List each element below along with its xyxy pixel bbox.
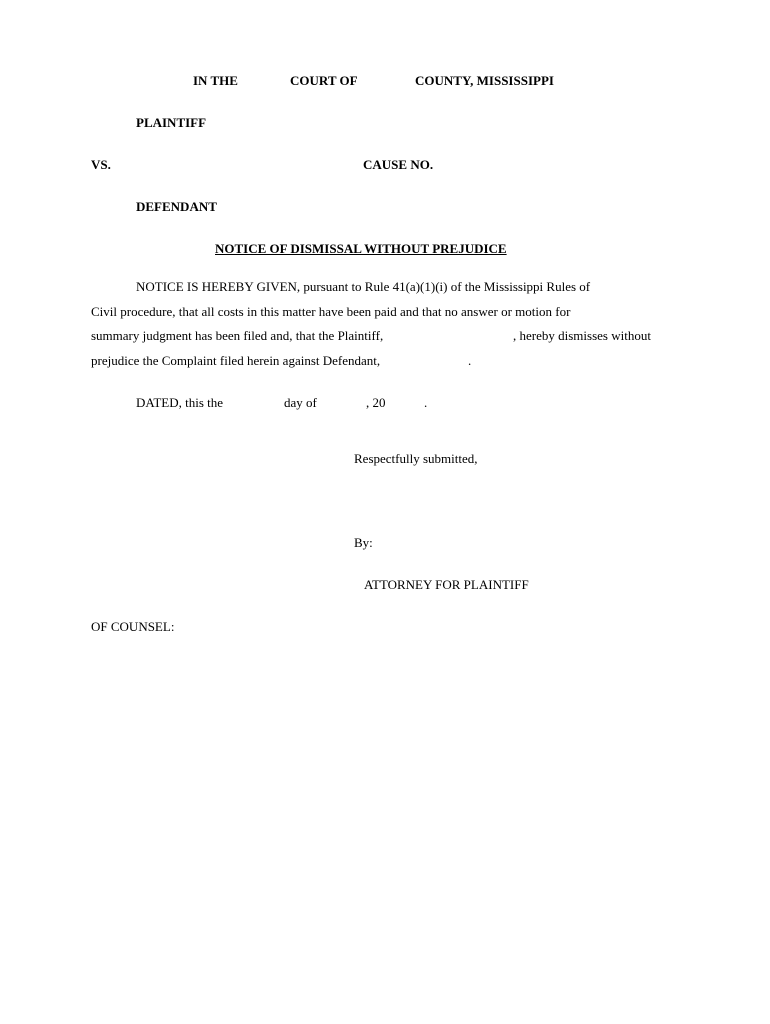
respectfully-submitted: Respectfully submitted, [354,451,478,466]
dated-prefix: DATED, this the [136,395,224,410]
attorney-for-plaintiff: ATTORNEY FOR PLAINTIFF [364,577,529,592]
caption-in-the: IN THE [193,73,238,88]
body-line-4b: . [468,353,472,368]
caption-plaintiff: PLAINTIFF [136,115,207,130]
caption-cause-no: CAUSE NO. [363,157,434,172]
dated-year-prefix: , 20 [366,395,386,410]
dated-end: . [424,395,428,410]
caption-court-of: COURT OF [290,73,358,88]
body-line-1: NOTICE IS HEREBY GIVEN, pursuant to Rule 41(a)(1)(i) of the Mississippi Rules of [136,279,591,294]
body-line-4a: prejudice the Complaint filed herein against Defendant, [91,353,381,368]
document-title: NOTICE OF DISMISSAL WITHOUT PREJUDICE [215,241,507,256]
dated-day-of: day of [284,395,317,410]
body-line-3b: , hereby dismisses without [513,328,651,343]
signature-by: By: [354,535,373,550]
caption-defendant: DEFENDANT [136,199,217,214]
caption-vs: VS. [91,157,111,172]
of-counsel: OF COUNSEL: [91,619,175,634]
caption-county-state: COUNTY, MISSISSIPPI [415,73,554,88]
body-line-3a: summary judgment has been filed and, that the Plaintiff, [91,328,384,343]
body-line-2: Civil procedure, that all costs in this matter have been paid and that no answer or motion for [91,304,571,319]
